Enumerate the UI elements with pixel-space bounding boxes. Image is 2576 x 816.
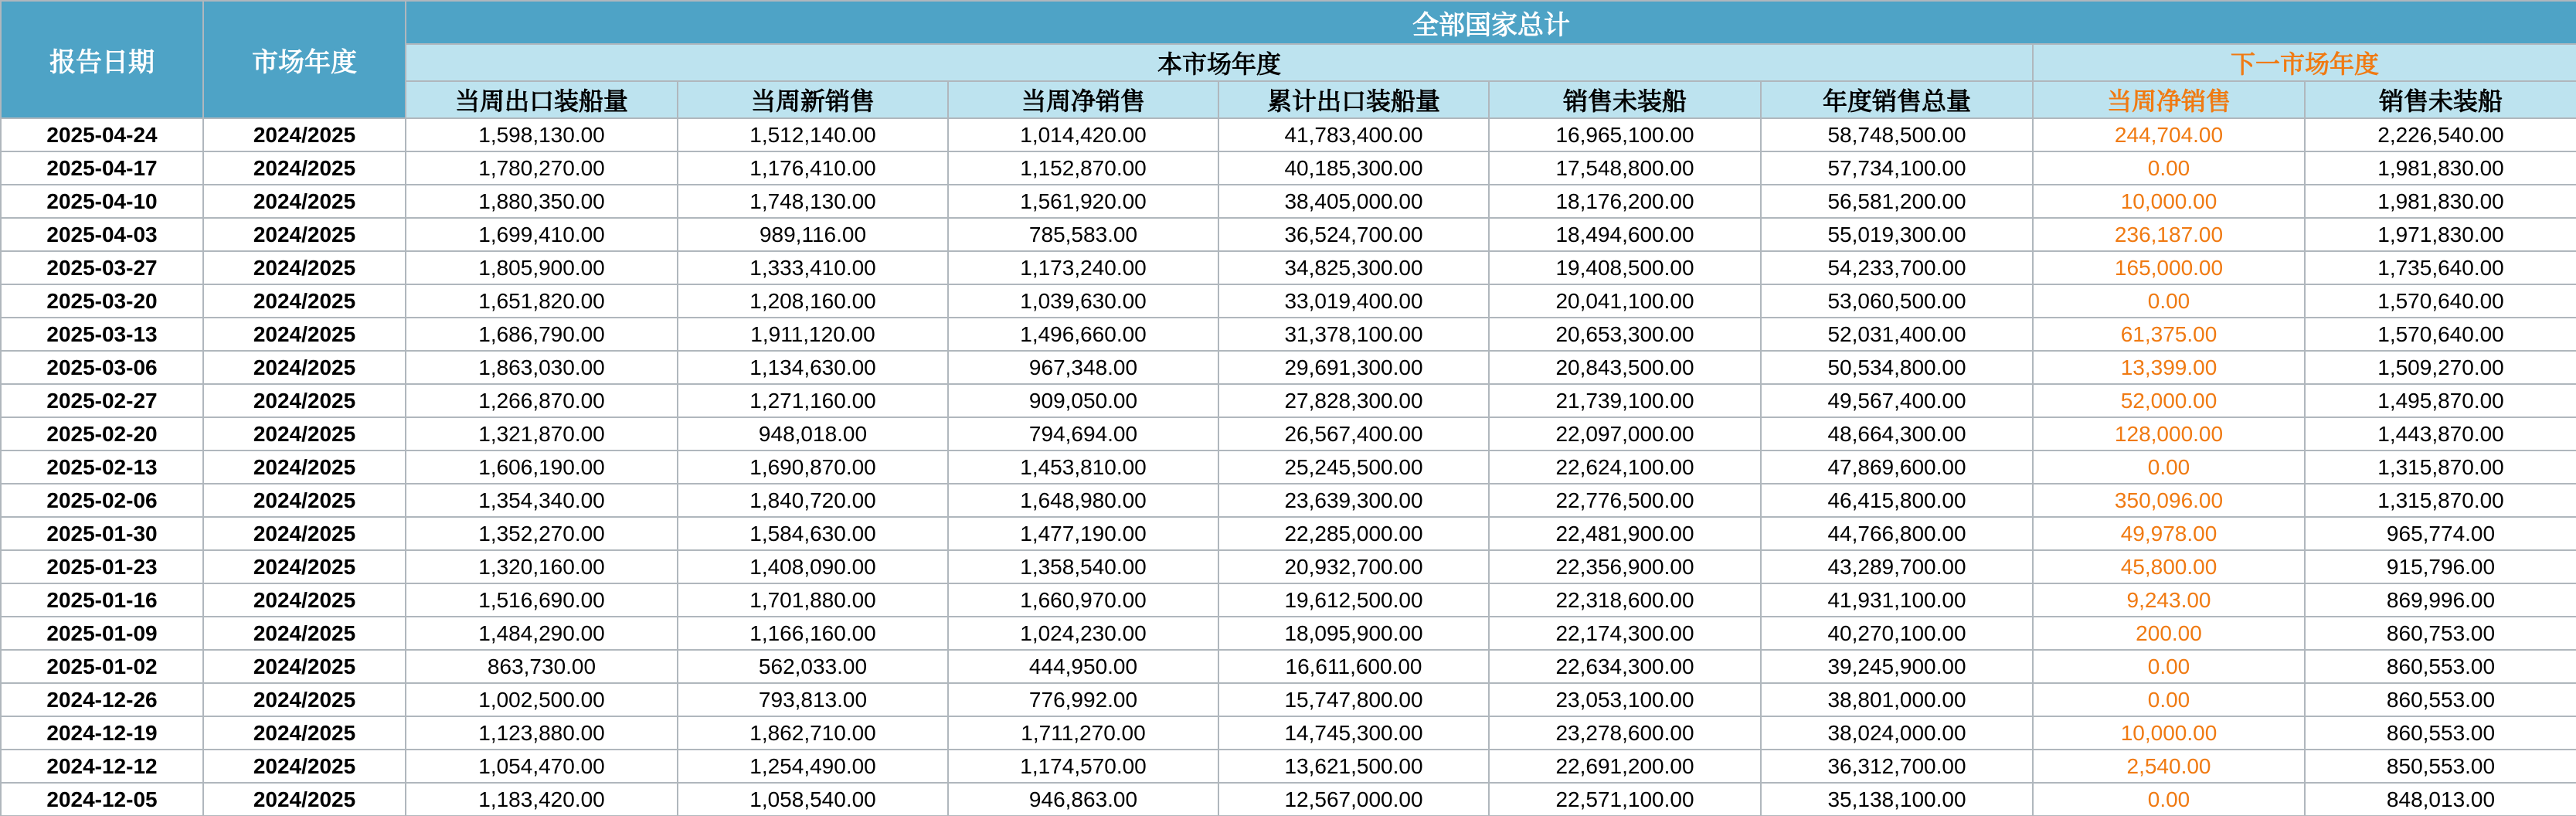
weekly-net-sales-cell[interactable]: 1,711,270.00	[948, 716, 1218, 750]
next-outstanding-sales-cell[interactable]: 1,981,830.00	[2305, 185, 2576, 218]
total-commitments-cell[interactable]: 35,138,100.00	[1761, 783, 2033, 816]
table-row	[1, 351, 2576, 384]
weekly-new-sales-cell[interactable]: 1,176,410.00	[678, 151, 948, 185]
market-year-cell[interactable]: 2024/2025	[203, 251, 406, 284]
next-weekly-net-sales-cell[interactable]: 61,375.00	[2033, 318, 2305, 351]
market-year-cell[interactable]: 2024/2025	[203, 683, 406, 716]
market-year-cell[interactable]: 2024/2025	[203, 783, 406, 816]
outstanding-sales-cell[interactable]: 22,356,900.00	[1489, 550, 1761, 583]
cumulative-exports-cell[interactable]: 23,639,300.00	[1218, 484, 1489, 517]
table-row	[1, 683, 2576, 716]
weekly-net-sales-header[interactable]: 当周净销售	[948, 81, 1218, 118]
report-date-cell[interactable]: 2025-04-24	[1, 118, 203, 151]
market-year-cell[interactable]: 2024/2025	[203, 583, 406, 617]
weekly-exports-cell[interactable]: 1,123,880.00	[406, 716, 678, 750]
total-commitments-cell[interactable]: 44,766,800.00	[1761, 517, 2033, 550]
outstanding-sales-cell[interactable]: 21,739,100.00	[1489, 384, 1761, 417]
weekly-net-sales-cell[interactable]: 1,358,540.00	[948, 550, 1218, 583]
outstanding-sales-cell[interactable]: 22,571,100.00	[1489, 783, 1761, 816]
weekly-new-sales-cell[interactable]: 1,254,490.00	[678, 750, 948, 783]
cumulative-exports-cell[interactable]: 27,828,300.00	[1218, 384, 1489, 417]
weekly-exports-cell[interactable]: 1,484,290.00	[406, 617, 678, 650]
report-date-cell[interactable]: 2025-01-23	[1, 550, 203, 583]
next-weekly-net-sales-cell[interactable]: 0.00	[2033, 650, 2305, 683]
next-weekly-net-sales-header[interactable]: 当周净销售	[2033, 81, 2305, 118]
table-row	[1, 284, 2576, 318]
weekly-new-sales-cell[interactable]: 1,166,160.00	[678, 617, 948, 650]
outstanding-sales-cell[interactable]: 22,318,600.00	[1489, 583, 1761, 617]
cumulative-exports-cell[interactable]: 15,747,800.00	[1218, 683, 1489, 716]
market-year-cell[interactable]: 2024/2025	[203, 617, 406, 650]
market-year-cell[interactable]: 2024/2025	[203, 750, 406, 783]
weekly-net-sales-cell[interactable]: 1,174,570.00	[948, 750, 1218, 783]
weekly-exports-cell[interactable]: 1,183,420.00	[406, 783, 678, 816]
total-all-countries-header[interactable]: 全部国家总计	[406, 1, 2576, 44]
weekly-net-sales-cell[interactable]: 946,863.00	[948, 783, 1218, 816]
cumulative-exports-cell[interactable]: 12,567,000.00	[1218, 783, 1489, 816]
weekly-exports-header[interactable]: 当周出口装船量	[406, 81, 678, 118]
outstanding-sales-cell[interactable]: 17,548,800.00	[1489, 151, 1761, 185]
weekly-net-sales-cell[interactable]: 444,950.00	[948, 650, 1218, 683]
next-outstanding-sales-cell[interactable]: 860,553.00	[2305, 650, 2576, 683]
next-weekly-net-sales-cell[interactable]: 200.00	[2033, 617, 2305, 650]
next-weekly-net-sales-cell[interactable]: 0.00	[2033, 683, 2305, 716]
table-row	[1, 617, 2576, 650]
outstanding-sales-cell[interactable]: 22,097,000.00	[1489, 417, 1761, 450]
market-year-cell[interactable]: 2024/2025	[203, 550, 406, 583]
cumulative-exports-cell[interactable]: 41,783,400.00	[1218, 118, 1489, 151]
outstanding-sales-cell[interactable]: 22,481,900.00	[1489, 517, 1761, 550]
next-market-year-header[interactable]: 下一市场年度	[2033, 44, 2576, 81]
weekly-net-sales-cell[interactable]: 794,694.00	[948, 417, 1218, 450]
report-date-cell[interactable]: 2024-12-26	[1, 683, 203, 716]
outstanding-sales-cell[interactable]: 22,691,200.00	[1489, 750, 1761, 783]
weekly-exports-cell[interactable]: 1,598,130.00	[406, 118, 678, 151]
weekly-exports-cell[interactable]: 1,780,270.00	[406, 151, 678, 185]
table-row	[1, 251, 2576, 284]
report-date-cell[interactable]: 2025-04-03	[1, 218, 203, 251]
total-commitments-cell[interactable]: 50,534,800.00	[1761, 351, 2033, 384]
next-weekly-net-sales-cell[interactable]: 10,000.00	[2033, 185, 2305, 218]
outstanding-sales-cell[interactable]: 18,176,200.00	[1489, 185, 1761, 218]
report-date-cell[interactable]: 2025-03-13	[1, 318, 203, 351]
market-year-cell[interactable]: 2024/2025	[203, 517, 406, 550]
weekly-net-sales-cell[interactable]: 1,039,630.00	[948, 284, 1218, 318]
next-outstanding-sales-cell[interactable]: 1,735,640.00	[2305, 251, 2576, 284]
table-row	[1, 750, 2576, 783]
next-weekly-net-sales-cell[interactable]: 9,243.00	[2033, 583, 2305, 617]
weekly-net-sales-cell[interactable]: 1,561,920.00	[948, 185, 1218, 218]
report-date-cell[interactable]: 2025-02-13	[1, 450, 203, 484]
report-date-cell[interactable]: 2025-01-09	[1, 617, 203, 650]
weekly-exports-cell[interactable]: 1,516,690.00	[406, 583, 678, 617]
outstanding-sales-cell[interactable]: 23,053,100.00	[1489, 683, 1761, 716]
market-year-cell[interactable]: 2024/2025	[203, 650, 406, 683]
weekly-new-sales-cell[interactable]: 1,208,160.00	[678, 284, 948, 318]
weekly-exports-cell[interactable]: 1,354,340.00	[406, 484, 678, 517]
next-weekly-net-sales-cell[interactable]: 165,000.00	[2033, 251, 2305, 284]
next-weekly-net-sales-cell[interactable]: 0.00	[2033, 450, 2305, 484]
next-weekly-net-sales-cell[interactable]: 2,540.00	[2033, 750, 2305, 783]
outstanding-sales-cell[interactable]: 20,653,300.00	[1489, 318, 1761, 351]
cumulative-exports-cell[interactable]: 14,745,300.00	[1218, 716, 1489, 750]
weekly-new-sales-cell[interactable]: 1,333,410.00	[678, 251, 948, 284]
next-outstanding-sales-cell[interactable]: 869,996.00	[2305, 583, 2576, 617]
weekly-new-sales-cell[interactable]: 1,584,630.00	[678, 517, 948, 550]
outstanding-sales-cell[interactable]: 19,408,500.00	[1489, 251, 1761, 284]
table-row	[1, 218, 2576, 251]
weekly-new-sales-cell[interactable]: 1,271,160.00	[678, 384, 948, 417]
next-outstanding-sales-cell[interactable]: 848,013.00	[2305, 783, 2576, 816]
weekly-new-sales-cell[interactable]: 1,911,120.00	[678, 318, 948, 351]
market-year-cell[interactable]: 2024/2025	[203, 716, 406, 750]
weekly-net-sales-cell[interactable]: 967,348.00	[948, 351, 1218, 384]
weekly-new-sales-header[interactable]: 当周新销售	[678, 81, 948, 118]
next-outstanding-sales-cell[interactable]: 1,495,870.00	[2305, 384, 2576, 417]
outstanding-sales-cell[interactable]: 16,965,100.00	[1489, 118, 1761, 151]
weekly-net-sales-cell[interactable]: 1,173,240.00	[948, 251, 1218, 284]
weekly-exports-cell[interactable]: 1,002,500.00	[406, 683, 678, 716]
market-year-cell[interactable]: 2024/2025	[203, 118, 406, 151]
total-commitments-cell[interactable]: 46,415,800.00	[1761, 484, 2033, 517]
cumulative-exports-cell[interactable]: 26,567,400.00	[1218, 417, 1489, 450]
cumulative-exports-cell[interactable]: 19,612,500.00	[1218, 583, 1489, 617]
outstanding-sales-header[interactable]: 销售未装船	[1489, 81, 1761, 118]
market-year-cell[interactable]: 2024/2025	[203, 384, 406, 417]
table-row	[1, 318, 2576, 351]
table-row	[1, 417, 2576, 450]
weekly-new-sales-cell[interactable]: 1,134,630.00	[678, 351, 948, 384]
total-commitments-cell[interactable]: 40,270,100.00	[1761, 617, 2033, 650]
weekly-new-sales-cell[interactable]: 1,690,870.00	[678, 450, 948, 484]
weekly-net-sales-cell[interactable]: 1,024,230.00	[948, 617, 1218, 650]
report-date-cell[interactable]: 2025-04-17	[1, 151, 203, 185]
weekly-new-sales-cell[interactable]: 1,701,880.00	[678, 583, 948, 617]
table-row	[1, 650, 2576, 683]
weekly-new-sales-cell[interactable]: 1,512,140.00	[678, 118, 948, 151]
next-outstanding-sales-cell[interactable]: 860,553.00	[2305, 683, 2576, 716]
report-date-cell[interactable]: 2025-03-06	[1, 351, 203, 384]
report-date-cell[interactable]: 2025-01-30	[1, 517, 203, 550]
total-commitments-cell[interactable]: 57,734,100.00	[1761, 151, 2033, 185]
table-row	[1, 384, 2576, 417]
next-outstanding-sales-cell[interactable]: 1,315,870.00	[2305, 484, 2576, 517]
total-commitments-cell[interactable]: 41,931,100.00	[1761, 583, 2033, 617]
market-year-header[interactable]: 市场年度	[203, 1, 406, 118]
report-date-cell[interactable]: 2024-12-12	[1, 750, 203, 783]
cumulative-exports-cell[interactable]: 34,825,300.00	[1218, 251, 1489, 284]
next-weekly-net-sales-cell[interactable]: 350,096.00	[2033, 484, 2305, 517]
market-year-cell[interactable]: 2024/2025	[203, 185, 406, 218]
cumulative-exports-cell[interactable]: 13,621,500.00	[1218, 750, 1489, 783]
weekly-exports-cell[interactable]: 1,266,870.00	[406, 384, 678, 417]
table-row	[1, 484, 2576, 517]
weekly-exports-cell[interactable]: 1,054,470.00	[406, 750, 678, 783]
next-outstanding-sales-cell[interactable]: 1,315,870.00	[2305, 450, 2576, 484]
total-commitments-cell[interactable]: 38,024,000.00	[1761, 716, 2033, 750]
weekly-exports-cell[interactable]: 1,863,030.00	[406, 351, 678, 384]
report-date-cell[interactable]: 2024-12-19	[1, 716, 203, 750]
weekly-exports-cell[interactable]: 1,321,870.00	[406, 417, 678, 450]
next-outstanding-sales-cell[interactable]: 1,971,830.00	[2305, 218, 2576, 251]
next-outstanding-sales-cell[interactable]: 1,570,640.00	[2305, 284, 2576, 318]
market-year-cell[interactable]: 2024/2025	[203, 151, 406, 185]
table-row	[1, 118, 2576, 151]
market-year-cell[interactable]: 2024/2025	[203, 417, 406, 450]
outstanding-sales-cell[interactable]: 22,174,300.00	[1489, 617, 1761, 650]
market-year-cell[interactable]: 2024/2025	[203, 484, 406, 517]
current-market-year-header[interactable]: 本市场年度	[406, 44, 2033, 81]
next-outstanding-sales-header[interactable]: 销售未装船	[2305, 81, 2576, 118]
next-outstanding-sales-cell[interactable]: 965,774.00	[2305, 517, 2576, 550]
cumulative-exports-cell[interactable]: 33,019,400.00	[1218, 284, 1489, 318]
next-weekly-net-sales-cell[interactable]: 236,187.00	[2033, 218, 2305, 251]
cumulative-exports-cell[interactable]: 25,245,500.00	[1218, 450, 1489, 484]
next-weekly-net-sales-cell[interactable]: 0.00	[2033, 151, 2305, 185]
next-weekly-net-sales-cell[interactable]: 49,978.00	[2033, 517, 2305, 550]
weekly-exports-cell[interactable]: 1,352,270.00	[406, 517, 678, 550]
header-row-1	[1, 1, 2576, 44]
report-date-cell[interactable]: 2025-03-27	[1, 251, 203, 284]
table-row	[1, 783, 2576, 816]
weekly-exports-cell[interactable]: 863,730.00	[406, 650, 678, 683]
outstanding-sales-cell[interactable]: 22,634,300.00	[1489, 650, 1761, 683]
table-row	[1, 716, 2576, 750]
weekly-exports-cell[interactable]: 1,320,160.00	[406, 550, 678, 583]
market-year-cell[interactable]: 2024/2025	[203, 450, 406, 484]
market-year-cell[interactable]: 2024/2025	[203, 284, 406, 318]
weekly-exports-cell[interactable]: 1,880,350.00	[406, 185, 678, 218]
next-outstanding-sales-cell[interactable]: 1,443,870.00	[2305, 417, 2576, 450]
next-weekly-net-sales-cell[interactable]: 13,399.00	[2033, 351, 2305, 384]
report-date-cell[interactable]: 2025-01-16	[1, 583, 203, 617]
weekly-new-sales-cell[interactable]: 989,116.00	[678, 218, 948, 251]
total-commitments-cell[interactable]: 56,581,200.00	[1761, 185, 2033, 218]
report-date-cell[interactable]: 2025-01-02	[1, 650, 203, 683]
total-commitments-cell[interactable]: 55,019,300.00	[1761, 218, 2033, 251]
weekly-new-sales-cell[interactable]: 948,018.00	[678, 417, 948, 450]
weekly-new-sales-cell[interactable]: 1,862,710.00	[678, 716, 948, 750]
next-outstanding-sales-cell[interactable]: 2,226,540.00	[2305, 118, 2576, 151]
report-date-cell[interactable]: 2025-02-06	[1, 484, 203, 517]
total-commitments-cell[interactable]: 49,567,400.00	[1761, 384, 2033, 417]
next-outstanding-sales-cell[interactable]: 1,981,830.00	[2305, 151, 2576, 185]
next-weekly-net-sales-cell[interactable]: 0.00	[2033, 783, 2305, 816]
total-commitments-cell[interactable]: 54,233,700.00	[1761, 251, 2033, 284]
weekly-new-sales-cell[interactable]: 793,813.00	[678, 683, 948, 716]
weekly-net-sales-cell[interactable]: 776,992.00	[948, 683, 1218, 716]
market-year-cell[interactable]: 2024/2025	[203, 351, 406, 384]
table-row	[1, 185, 2576, 218]
cumulative-exports-cell[interactable]: 22,285,000.00	[1218, 517, 1489, 550]
weekly-exports-cell[interactable]: 1,686,790.00	[406, 318, 678, 351]
next-outstanding-sales-cell[interactable]: 860,553.00	[2305, 716, 2576, 750]
outstanding-sales-cell[interactable]: 20,843,500.00	[1489, 351, 1761, 384]
report-date-cell[interactable]: 2025-02-27	[1, 384, 203, 417]
table-row	[1, 450, 2576, 484]
weekly-new-sales-cell[interactable]: 1,840,720.00	[678, 484, 948, 517]
next-outstanding-sales-cell[interactable]: 915,796.00	[2305, 550, 2576, 583]
weekly-exports-cell[interactable]: 1,699,410.00	[406, 218, 678, 251]
weekly-exports-cell[interactable]: 1,606,190.00	[406, 450, 678, 484]
weekly-net-sales-cell[interactable]: 1,477,190.00	[948, 517, 1218, 550]
next-weekly-net-sales-cell[interactable]: 0.00	[2033, 284, 2305, 318]
next-outstanding-sales-cell[interactable]: 850,553.00	[2305, 750, 2576, 783]
cumulative-exports-cell[interactable]: 31,378,100.00	[1218, 318, 1489, 351]
market-year-cell[interactable]: 2024/2025	[203, 318, 406, 351]
report-date-cell[interactable]: 2025-03-20	[1, 284, 203, 318]
report-date-cell[interactable]: 2025-04-10	[1, 185, 203, 218]
weekly-new-sales-cell[interactable]: 1,058,540.00	[678, 783, 948, 816]
outstanding-sales-cell[interactable]: 22,776,500.00	[1489, 484, 1761, 517]
total-commitments-cell[interactable]: 48,664,300.00	[1761, 417, 2033, 450]
total-commitments-cell[interactable]: 58,748,500.00	[1761, 118, 2033, 151]
next-outstanding-sales-cell[interactable]: 1,509,270.00	[2305, 351, 2576, 384]
total-commitments-cell[interactable]: 43,289,700.00	[1761, 550, 2033, 583]
cumulative-exports-cell[interactable]: 18,095,900.00	[1218, 617, 1489, 650]
outstanding-sales-cell[interactable]: 20,041,100.00	[1489, 284, 1761, 318]
total-commitments-cell[interactable]: 47,869,600.00	[1761, 450, 2033, 484]
weekly-net-sales-cell[interactable]: 785,583.00	[948, 218, 1218, 251]
next-weekly-net-sales-cell[interactable]: 128,000.00	[2033, 417, 2305, 450]
report-date-header[interactable]: 报告日期	[1, 1, 203, 118]
weekly-new-sales-cell[interactable]: 1,408,090.00	[678, 550, 948, 583]
table-row	[1, 583, 2576, 617]
weekly-net-sales-cell[interactable]: 1,496,660.00	[948, 318, 1218, 351]
next-weekly-net-sales-cell[interactable]: 244,704.00	[2033, 118, 2305, 151]
weekly-net-sales-cell[interactable]: 1,648,980.00	[948, 484, 1218, 517]
next-weekly-net-sales-cell[interactable]: 52,000.00	[2033, 384, 2305, 417]
cumulative-exports-cell[interactable]: 38,405,000.00	[1218, 185, 1489, 218]
report-date-cell[interactable]: 2025-02-20	[1, 417, 203, 450]
next-weekly-net-sales-cell[interactable]: 45,800.00	[2033, 550, 2305, 583]
weekly-net-sales-cell[interactable]: 1,152,870.00	[948, 151, 1218, 185]
weekly-net-sales-cell[interactable]: 1,014,420.00	[948, 118, 1218, 151]
next-outstanding-sales-cell[interactable]: 860,753.00	[2305, 617, 2576, 650]
next-weekly-net-sales-cell[interactable]: 10,000.00	[2033, 716, 2305, 750]
weekly-exports-cell[interactable]: 1,651,820.00	[406, 284, 678, 318]
weekly-net-sales-cell[interactable]: 1,453,810.00	[948, 450, 1218, 484]
total-commitments-cell[interactable]: 38,801,000.00	[1761, 683, 2033, 716]
outstanding-sales-cell[interactable]: 18,494,600.00	[1489, 218, 1761, 251]
table-body	[1, 118, 2576, 816]
total-commitments-cell[interactable]: 53,060,500.00	[1761, 284, 2033, 318]
cumulative-exports-cell[interactable]: 40,185,300.00	[1218, 151, 1489, 185]
next-outstanding-sales-cell[interactable]: 1,570,640.00	[2305, 318, 2576, 351]
cumulative-exports-cell[interactable]: 16,611,600.00	[1218, 650, 1489, 683]
weekly-new-sales-cell[interactable]: 562,033.00	[678, 650, 948, 683]
weekly-net-sales-cell[interactable]: 1,660,970.00	[948, 583, 1218, 617]
table-row	[1, 151, 2576, 185]
cumulative-exports-cell[interactable]: 36,524,700.00	[1218, 218, 1489, 251]
weekly-new-sales-cell[interactable]: 1,748,130.00	[678, 185, 948, 218]
outstanding-sales-cell[interactable]: 23,278,600.00	[1489, 716, 1761, 750]
table-row	[1, 517, 2576, 550]
report-date-cell[interactable]: 2024-12-05	[1, 783, 203, 816]
total-commitments-cell[interactable]: 36,312,700.00	[1761, 750, 2033, 783]
total-commitments-header[interactable]: 年度销售总量	[1761, 81, 2033, 118]
weekly-net-sales-cell[interactable]: 909,050.00	[948, 384, 1218, 417]
cumulative-exports-cell[interactable]: 20,932,700.00	[1218, 550, 1489, 583]
table-row	[1, 550, 2576, 583]
market-year-cell[interactable]: 2024/2025	[203, 218, 406, 251]
total-commitments-cell[interactable]: 39,245,900.00	[1761, 650, 2033, 683]
cumulative-exports-cell[interactable]: 29,691,300.00	[1218, 351, 1489, 384]
outstanding-sales-cell[interactable]: 22,624,100.00	[1489, 450, 1761, 484]
weekly-exports-cell[interactable]: 1,805,900.00	[406, 251, 678, 284]
cumulative-exports-header[interactable]: 累计出口装船量	[1218, 81, 1489, 118]
total-commitments-cell[interactable]: 52,031,400.00	[1761, 318, 2033, 351]
